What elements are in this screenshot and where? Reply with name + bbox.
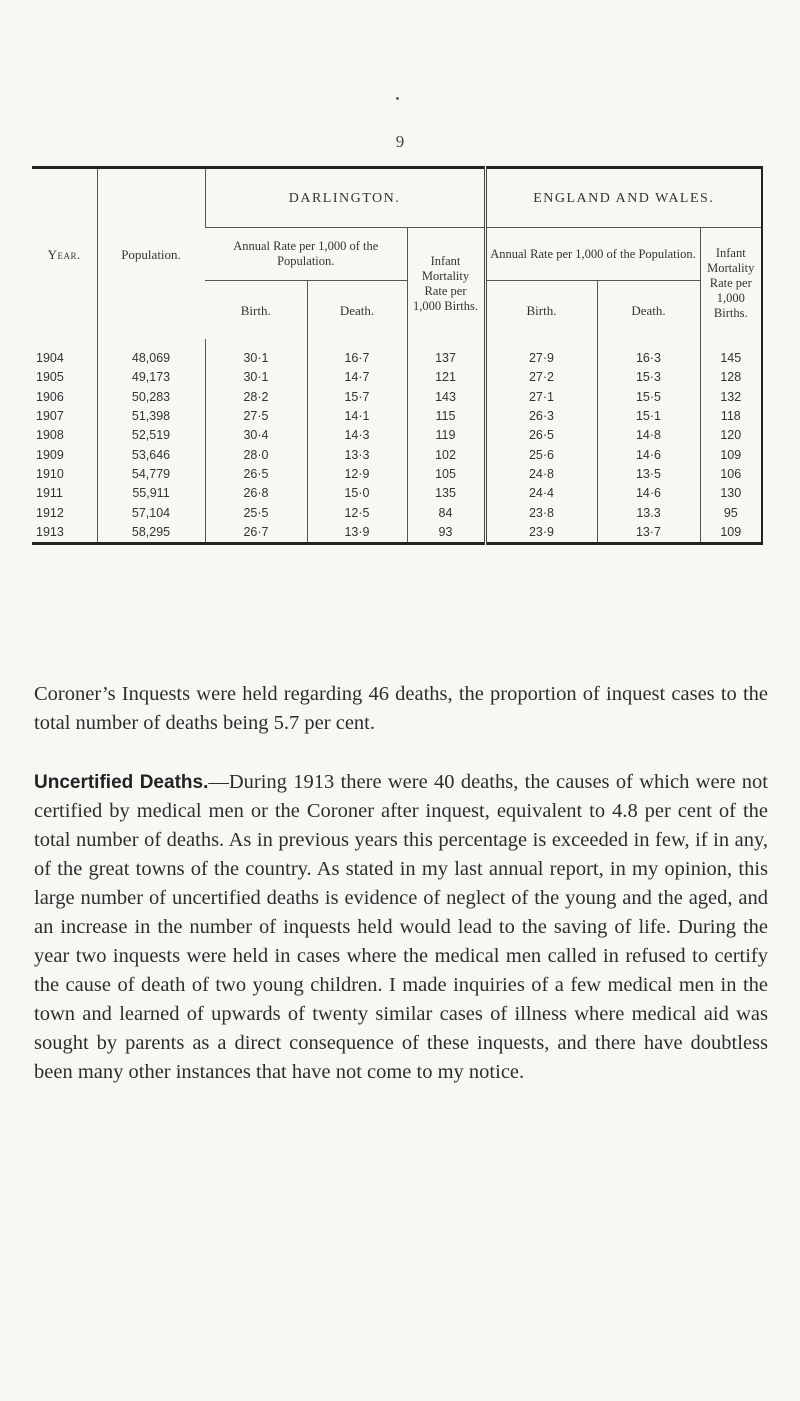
darlington-infant-mortality-cell: 121 — [407, 368, 485, 387]
vital-statistics-table — [32, 166, 763, 545]
uncertified-deaths-heading: Uncertified Deaths. — [34, 772, 209, 793]
darlington-infant-mortality-cell: 93 — [407, 523, 485, 544]
england-birth-rate-cell: 23·8 — [485, 503, 597, 522]
year-cell: 1907 — [36, 409, 64, 424]
darlington-death-rate-cell: 14·7 — [307, 368, 407, 387]
england-death-header: Death. — [597, 281, 700, 340]
coroners-inquests-paragraph: Coroner’s Inquests were held regarding 46 deaths, the proportion of inquest cases to the total number of deaths being 5.7 per cent. — [34, 683, 768, 734]
year-cell: 1904 — [36, 351, 64, 366]
year-cell: 1911 — [36, 486, 63, 501]
darlington-birth-rate-cell: 26·7 — [205, 523, 307, 544]
table-row — [32, 388, 762, 407]
year-cell: 1913 — [32, 523, 97, 544]
darlington-birth-rate-cell: 27·5 — [205, 407, 307, 426]
darlington-death-rate-cell: 13·3 — [307, 445, 407, 464]
darlington-birth-rate-cell: 28·0 — [205, 445, 307, 464]
england-birth-rate-cell: 26·5 — [485, 426, 597, 445]
table-row — [32, 339, 762, 368]
darlington-birth-rate-cell: 28·2 — [205, 388, 307, 407]
england-birth-rate-cell: 24·4 — [485, 484, 597, 503]
england-death-rate-cell: 13·5 — [597, 465, 700, 484]
england-death-rate-cell: 14·6 — [597, 484, 700, 503]
population-cell: 55,911 — [97, 484, 205, 503]
population-cell: 57,104 — [97, 503, 205, 522]
darlington-birth-rate-cell: 26·8 — [205, 484, 307, 503]
population-cell: 53,646 — [97, 445, 205, 464]
england-death-rate-cell: 14·6 — [597, 445, 700, 464]
england-death-rate-cell: 13·7 — [597, 523, 700, 544]
table-row — [32, 426, 762, 445]
darlington-annual-rate-header: Annual Rate per 1,000 of the Population. — [205, 228, 407, 281]
england-infant-mortality-cell: 145 — [700, 339, 762, 368]
darlington-death-rate-cell: 14·1 — [307, 407, 407, 426]
table-row — [32, 407, 762, 426]
population-cell: 49,173 — [97, 368, 205, 387]
table-row — [32, 523, 762, 544]
england-death-rate-cell: 15·5 — [597, 388, 700, 407]
england-infant-mortality-cell: 132 — [700, 388, 762, 407]
darlington-death-rate-cell: 16·7 — [307, 339, 407, 368]
population-cell: 48,069 — [97, 339, 205, 368]
darlington-death-rate-cell: 15·7 — [307, 388, 407, 407]
darlington-birth-rate-cell: 30·4 — [205, 426, 307, 445]
england-infant-mortality-cell: 95 — [700, 503, 762, 522]
darlington-infant-mortality-cell: 84 — [407, 503, 485, 522]
population-cell: 50,283 — [97, 388, 205, 407]
darlington-death-rate-cell: 12·5 — [307, 503, 407, 522]
darlington-infant-mortality-cell: 119 — [407, 426, 485, 445]
table-row — [32, 368, 762, 387]
darlington-death-rate-cell: 13·9 — [307, 523, 407, 544]
england-birth-rate-cell: 23·9 — [485, 523, 597, 544]
table-row — [32, 445, 762, 464]
year-cell: 1909 — [36, 447, 64, 462]
darlington-death-rate-cell: 12·9 — [307, 465, 407, 484]
england-annual-rate-header: Annual Rate per 1,000 of the Population. — [485, 228, 700, 281]
england-infant-mortality-cell: 120 — [700, 426, 762, 445]
population-header: Population. — [97, 168, 205, 340]
darlington-birth-header: Birth. — [240, 302, 271, 318]
table-row — [32, 484, 762, 503]
uncertified-deaths-body: —During 1913 there were 40 deaths, the causes of which were not certified by medical men or the Coroner after inquest, equivalent to 4.8 per cent of the total number of deaths. As in previous years this percentage is exceeded in few, if in any, of the great towns of the country. As stated in my last annual report, in my opinion, this large number of uncertified deaths is evidence of neglect of the young and the aged, and an increase in the number of inquests held would lead to the saving of life. During the year two inquests were held in cases where the medical men called in refused to certify the cause of death of two young children. I made inquiries of a few medical men in the town and learned of upwards of twenty similar cases of illness where medical aid was sought by parents as a direct consequence of these inquests, and there have doubtless been many other instances that have not come to my notice. — [34, 771, 769, 1083]
darlington-death-header: Death. — [307, 281, 407, 340]
darlington-infant-mortality-cell: 143 — [407, 388, 485, 407]
year-cell: 1912 — [36, 505, 64, 520]
england-infant-mortality-header: Infant Mortality Rate per 1,000 Births. — [700, 228, 762, 340]
population-cell: 54,779 — [97, 465, 205, 484]
table-row — [32, 503, 762, 522]
page-number: 9 — [395, 132, 405, 151]
england-wales-heading: ENGLAND AND WALES. — [485, 168, 762, 228]
england-infant-mortality-cell: 130 — [700, 484, 762, 503]
population-cell: 58,295 — [97, 523, 205, 544]
england-birth-rate-cell: 26·3 — [485, 407, 597, 426]
population-cell: 52,519 — [97, 426, 205, 445]
england-infant-mortality-cell: 106 — [700, 465, 762, 484]
year-cell: 1910 — [36, 466, 64, 481]
england-death-rate-cell: 14·8 — [597, 426, 700, 445]
darlington-infant-mortality-cell: 115 — [407, 407, 485, 426]
darlington-heading: DARLINGTON. — [205, 168, 485, 228]
england-birth-rate-cell: 24·8 — [485, 465, 597, 484]
table-body — [32, 339, 762, 543]
table-row — [32, 465, 762, 484]
england-birth-rate-cell: 27·9 — [485, 339, 597, 368]
darlington-birth-rate-cell: 25·5 — [205, 503, 307, 522]
population-cell: 51,398 — [97, 407, 205, 426]
darlington-death-rate-cell: 15·0 — [307, 484, 407, 503]
england-death-rate-cell: 15·1 — [597, 407, 700, 426]
england-infant-mortality-cell: 109 — [700, 523, 762, 544]
england-birth-rate-cell: 27·1 — [485, 388, 597, 407]
england-birth-rate-cell: 25·6 — [485, 445, 597, 464]
darlington-birth-rate-cell: 26·5 — [205, 465, 307, 484]
england-infant-mortality-cell: 109 — [700, 445, 762, 464]
darlington-infant-mortality-cell: 137 — [407, 339, 485, 368]
england-death-rate-cell: 16·3 — [597, 339, 700, 368]
stray-ink-dot — [396, 97, 399, 100]
england-death-rate-cell: 15·3 — [597, 368, 700, 387]
uncertified-deaths-paragraph — [34, 768, 768, 1087]
darlington-birth-rate-cell: 30·1 — [205, 368, 307, 387]
england-infant-mortality-cell: 118 — [700, 407, 762, 426]
year-header: Year. — [32, 168, 97, 340]
darlington-infant-mortality-cell: 135 — [407, 484, 485, 503]
darlington-birth-rate-cell: 30·1 — [205, 339, 307, 368]
year-cell: 1906 — [36, 389, 64, 404]
darlington-infant-mortality-header: Infant Mortality Rate per 1,000 Births. — [407, 228, 485, 340]
darlington-death-rate-cell: 14·3 — [307, 426, 407, 445]
darlington-infant-mortality-cell: 105 — [407, 465, 485, 484]
england-birth-rate-cell: 27·2 — [485, 368, 597, 387]
darlington-infant-mortality-cell: 102 — [407, 445, 485, 464]
year-cell: 1905 — [36, 370, 64, 385]
england-birth-header: Birth. — [485, 281, 597, 340]
england-death-rate-cell: 13.3 — [597, 503, 700, 522]
year-cell: 1908 — [36, 428, 64, 443]
england-infant-mortality-cell: 128 — [700, 368, 762, 387]
